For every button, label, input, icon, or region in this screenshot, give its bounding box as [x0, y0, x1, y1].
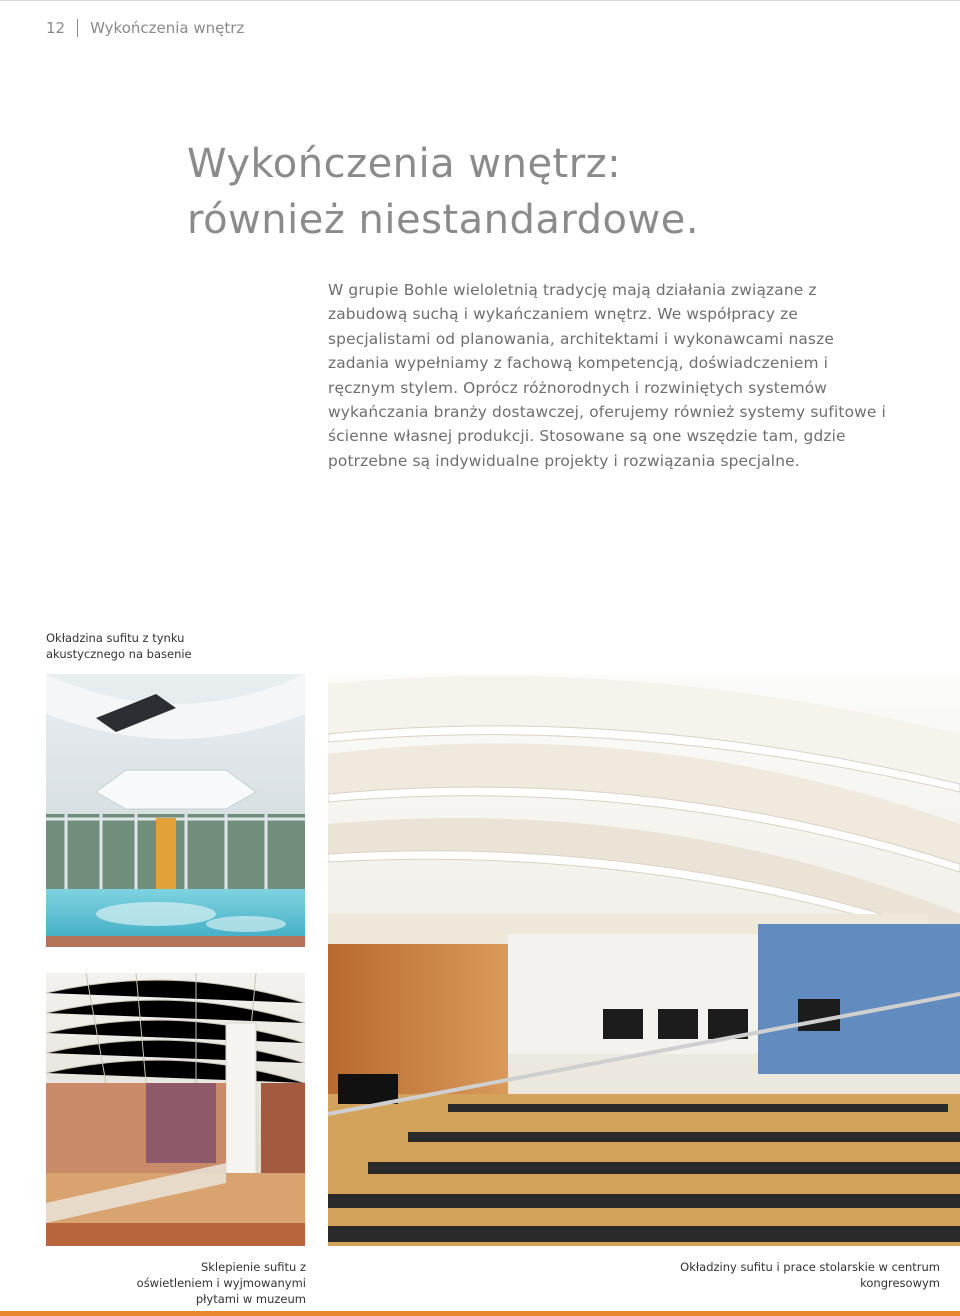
photo-museum [46, 973, 305, 1246]
caption-museum: Sklepienie sufitu z oświetleniem i wyjmowanymi płytami w muzeum [136, 1260, 306, 1306]
page-number: 12 [46, 19, 66, 37]
title-line-1: Wykończenia wnętrz: [187, 141, 622, 187]
caption-congress: Okładziny sufitu i prace stolarskie w centrum kongresowym [680, 1260, 940, 1290]
header-divider [77, 19, 78, 37]
title-line-2: również niestandardowe. [187, 197, 700, 243]
section-title: Wykończenia wnętrz [90, 19, 245, 37]
intro-paragraph: W grupie Bohle wieloletnią tradycję mają działania związane z zabudową suchą i wykańczaniem wnętrz. We współpracy ze specjalistami od planowania, architektami i wykonawcami nasze zadania wypełniamy z fachową kompetencją, doświadczeniem i ręcznym stylem. Oprócz różnorodnych i rozwiniętych systemów wykańczania branży dostawczej, oferujemy również systemy sufitowe i ścienne własnej produkcji. Stosowane są one wszędzie tam, gdzie potrzebne są indywidualne projekty i rozwiązania specjalne. [328, 281, 886, 470]
page-title [187, 136, 699, 248]
page-header [46, 19, 244, 37]
accent-bar [0, 1311, 960, 1316]
photo-congress-hall [328, 674, 960, 1246]
top-rule [0, 0, 960, 1]
photo-pool [46, 674, 305, 947]
caption-pool: Okładzina sufitu z tynku akustycznego na basenie [46, 631, 192, 661]
